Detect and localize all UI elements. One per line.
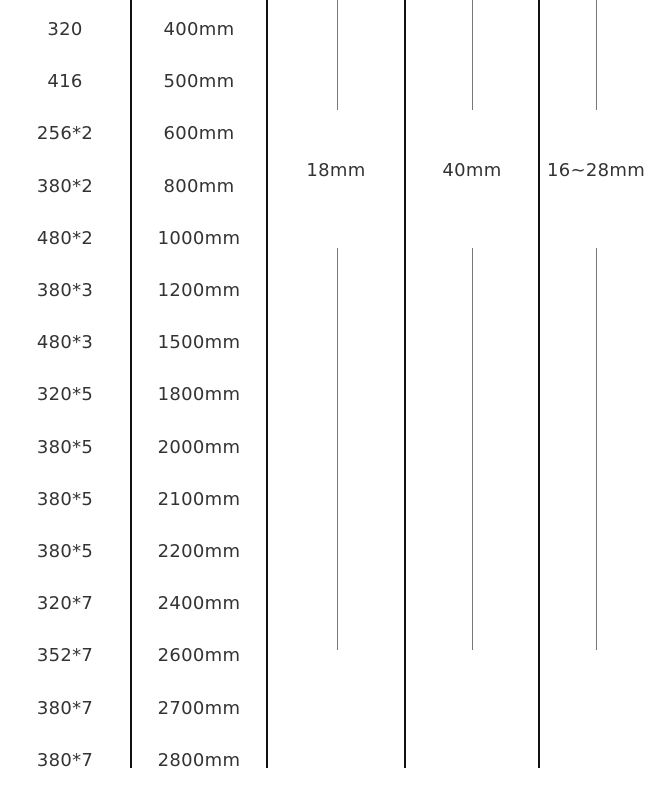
length-cell: 1500mm: [157, 332, 241, 353]
power-cell: 380*5: [36, 489, 94, 510]
length-cell: 2200mm: [157, 541, 241, 562]
power-cell: 380*7: [36, 750, 94, 771]
power-cell: 416: [47, 71, 83, 92]
column-divider: [538, 0, 540, 768]
length-cell: 2400mm: [157, 593, 241, 614]
length-cell: 2000mm: [157, 437, 241, 458]
merged-cell-line: [472, 0, 473, 110]
length-cell: 1200mm: [157, 280, 241, 301]
merged-cell-line: [472, 248, 473, 650]
length-cell: 1800mm: [157, 384, 241, 405]
merged-cell-line: [337, 248, 338, 650]
length-cell: 600mm: [163, 123, 235, 144]
length-cell: 2800mm: [157, 750, 241, 771]
merged-cell-line: [596, 248, 597, 650]
power-cell: 380*5: [36, 541, 94, 562]
power-cell: 380*3: [36, 280, 94, 301]
power-cell: 320: [47, 19, 83, 40]
column-divider: [266, 0, 268, 768]
power-cell: 480*2: [36, 228, 94, 249]
thickness-value: 18mm: [306, 160, 366, 181]
power-cell: 380*7: [36, 698, 94, 719]
length-cell: 2600mm: [157, 645, 241, 666]
power-cell: 380*5: [36, 437, 94, 458]
width-value: 40mm: [442, 160, 502, 181]
merged-cell-line: [596, 0, 597, 110]
length-cell: 800mm: [163, 176, 235, 197]
length-cell: 2100mm: [157, 489, 241, 510]
range-value: 16~28mm: [546, 160, 646, 181]
length-cell: 1000mm: [157, 228, 241, 249]
power-cell: 352*7: [36, 645, 94, 666]
merged-cell-line: [337, 0, 338, 110]
power-cell: 256*2: [36, 123, 94, 144]
column-divider: [404, 0, 406, 768]
power-cell: 320*5: [36, 384, 94, 405]
power-cell: 480*3: [36, 332, 94, 353]
power-cell: 380*2: [36, 176, 94, 197]
length-cell: 400mm: [163, 19, 235, 40]
length-cell: 500mm: [163, 71, 235, 92]
power-cell: 320*7: [36, 593, 94, 614]
length-cell: 2700mm: [157, 698, 241, 719]
